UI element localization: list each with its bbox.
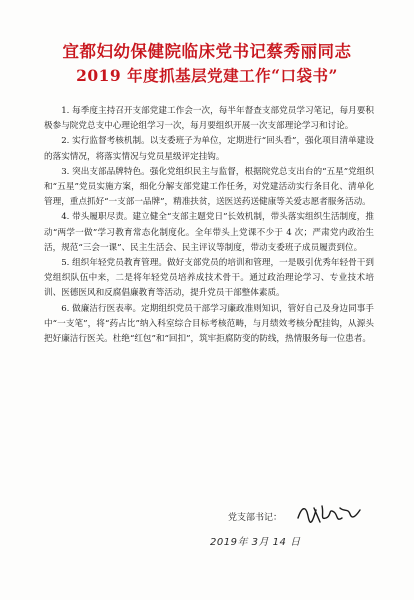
signature-date: 2019年 3月 14 日: [210, 537, 301, 548]
document-body: [44, 104, 374, 347]
document-title-line-1: 宜都妇幼保健院临床党书记蔡秀丽同志: [62, 42, 352, 61]
paragraph-2: 2. 实行监督考核机制。以支委班子为单位，定期进行“回头看”，强化项目清单建设的落实情况，将落实情况与党员星级评定挂钩。: [44, 136, 374, 162]
paragraph-3: 3. 突出支部品牌特色。强化党组织民主与监督，根据院党总支出台的“五星”党组织和“五星”党员实施方案，细化分解支部党建工作任务，对党建活动实行条目化、清单化管理，重点抓好“一支部一品牌”，精准扶贫，送医送药送健康等关爱志愿者服务活动。: [44, 166, 374, 208]
signature-block: [210, 500, 390, 560]
document-title-line-2: 2019 年度抓基层党建工作“口袋书”: [76, 66, 338, 85]
signature-label: 党支部书记：: [228, 513, 283, 523]
paragraph-4: 4. 带头履职尽责。建立健全“支部主题党日”长效机制，带头落实组织生活制度，推动“两学一做”学习教育常态化制度化。全年带头上党课不少于 4 次；严肃党内政治生活，规范“三会一课”、民主生活会、民主评议等制度，带动支委班子成员履责到位。: [44, 212, 374, 253]
paragraph-6: 6. 做廉洁行医表率。定期组织党员干部学习廉政准则知识，管好自己及身边同事手中“一支笔”，将“药占比”纳入科室综合目标考核范畴，与月绩效考核分配挂钩，从源头把好廉洁行医关。杜绝“红包”和“回扣”，筑牢拒腐防变的防线，热情服务每一位患者。: [44, 303, 374, 345]
paragraph-1: 1. 每季度主持召开支部党建工作会一次，每半年督查支部党员学习笔记，每月要积极参与院党总支中心理论组学习一次，每月要组织开展一次支部理论学习和讨论。: [44, 106, 374, 132]
paragraph-5: 5. 组织年轻党员教育管理。做好支部党员的培训和管理，一是吸引优秀年轻骨干到党组织队伍中来，二是将年轻党员培养成技术骨干。通过政治理论学习、专业技术培训、医德医风和反腐倡廉教育等活动，提升党员干部整体素质。: [44, 258, 374, 299]
handwritten-signature: [294, 500, 364, 528]
